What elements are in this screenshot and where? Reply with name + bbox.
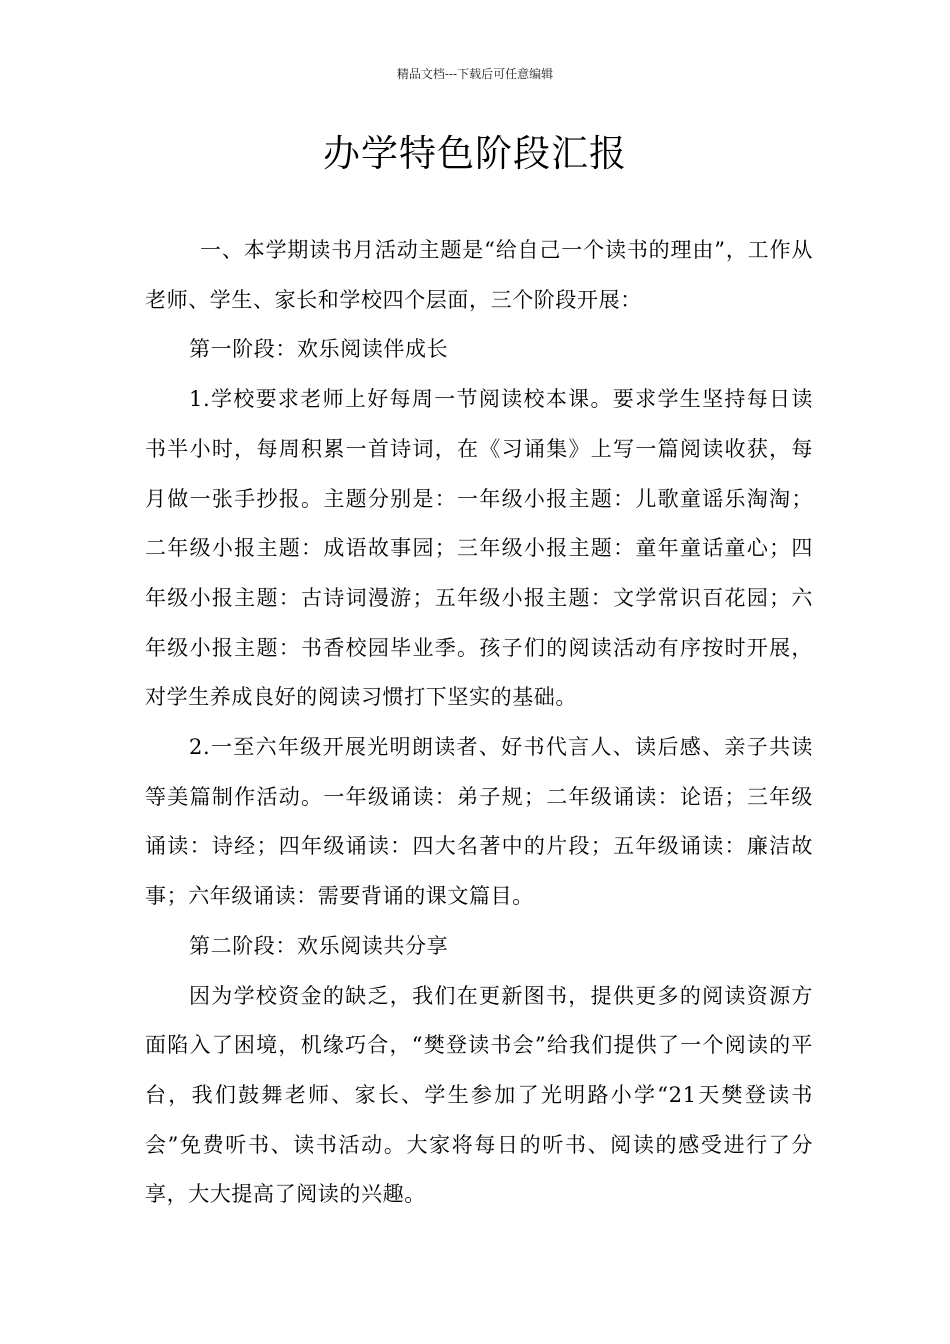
document-body [145, 226, 813, 1220]
paragraph-intro: 一、本学期读书月活动主题是“给自己一个读书的理由”，工作从老师、学生、家长和学校四个层面，三个阶段开展： [145, 238, 813, 312]
paragraph-stage-two-body: 因为学校资金的缺乏，我们在更新图书，提供更多的阅读资源方面陷入了困境，机缘巧合，“樊登读书会”给我们提供了一个阅读的平台，我们鼓舞老师、家长、学生参加了光明路小学“21天樊登读书会”免费听书、读书活动。大家将每日的听书、阅读的感受进行了分享，大大提高了阅读的兴趣。 [145, 983, 813, 1207]
header-note: 精品文档---下载后可任意编辑 [396, 67, 554, 81]
paragraph-item-one: 1.学校要求老师上好每周一节阅读校本课。要求学生坚持每日读书半小时，每周积累一首诗词，在《习诵集》上写一篇阅读收获，每月做一张手抄报。主题分别是：一年级小报主题：儿歌童谣乐淘淘；二年级小报主题：成语故事园；三年级小报主题：童年童话童心；四年级小报主题：古诗词漫游；五年级小报主题：文学常识百花园；六年级小报主题：书香校园毕业季。孩子们的阅读活动有序按时开展，对学生养成良好的阅读习惯打下坚实的基础。 [145, 387, 813, 710]
paragraph-stage-one-heading: 第一阶段：欢乐阅读伴成长 [189, 337, 449, 362]
paragraph-item-two: 2.一至六年级开展光明朗读者、好书代言人、读后感、亲子共读等美篇制作活动。一年级诵读：弟子规；二年级诵读：论语；三年级诵读：诗经；四年级诵读：四大名著中的片段；五年级诵读：廉洁故事；六年级诵读：需要背诵的课文篇目。 [145, 735, 813, 909]
page-title: 办学特色阶段汇报 [323, 132, 627, 175]
paragraph-stage-two-heading: 第二阶段：欢乐阅读共分享 [189, 933, 449, 958]
